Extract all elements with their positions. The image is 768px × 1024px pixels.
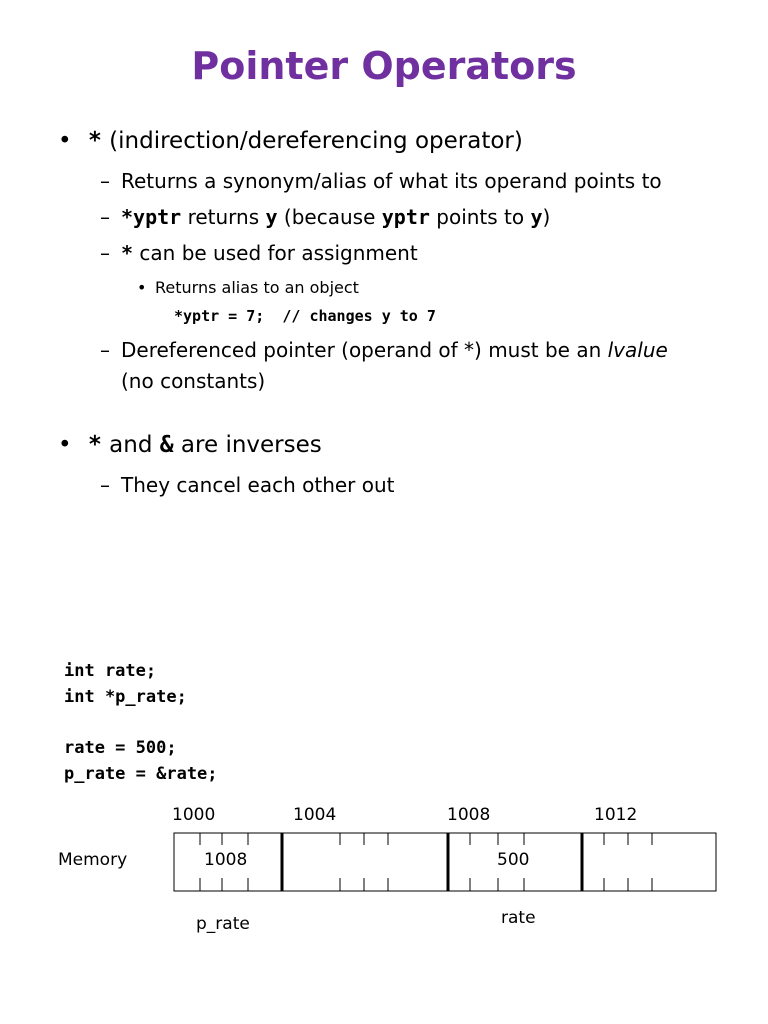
address-label: 1012: [594, 805, 638, 825]
cell-value-rate: 500: [497, 850, 530, 870]
text-fragment: points to: [429, 205, 531, 229]
dash-marker: –: [100, 169, 110, 193]
operator-ampersand: &: [159, 432, 174, 458]
code-example: *yptr = 7; // changes y to 7: [174, 307, 436, 325]
sub-bullet-lvalue-line2: (no constants): [121, 369, 266, 393]
text-fragment: ): [542, 205, 551, 229]
bullet-marker: •: [137, 278, 147, 297]
sub-bullet-synonym: Returns a synonym/alias of what its operand points to: [121, 169, 662, 193]
code-y: y: [265, 205, 278, 229]
code-yptr-deref: *yptr: [121, 205, 182, 229]
text-fragment: returns: [181, 205, 266, 229]
page-title: Pointer Operators: [191, 44, 577, 88]
var-label-rate: rate: [501, 908, 536, 928]
term-lvalue: lvalue: [607, 338, 668, 362]
code-line: p_rate = &rate;: [64, 764, 218, 784]
memory-row-label: Memory: [58, 850, 128, 870]
bullet-marker: •: [58, 128, 72, 154]
dash-marker: –: [100, 241, 110, 265]
text-fragment: are inverses: [173, 432, 322, 458]
sub-sub-bullet-alias: Returns alias to an object: [155, 278, 359, 297]
dash-marker: –: [100, 338, 110, 362]
code-line: int rate;: [64, 661, 157, 681]
operator-star: *: [88, 432, 102, 458]
dash-marker: –: [100, 473, 110, 497]
memory-box: [174, 833, 716, 891]
code-star: *: [121, 241, 134, 265]
cell-value-p-rate: 1008: [204, 850, 248, 870]
var-label-p-rate: p_rate: [196, 914, 250, 934]
code-yptr: yptr: [381, 205, 430, 229]
bullet-text: (indirection/dereferencing operator): [101, 128, 523, 154]
dash-marker: –: [100, 205, 110, 229]
operator-star: *: [88, 128, 102, 154]
text-fragment: Dereferenced pointer (operand of *) must be an: [121, 338, 608, 362]
text-fragment: (because: [277, 205, 382, 229]
text-fragment: can be used for assignment: [133, 241, 418, 265]
text-fragment: and: [101, 432, 160, 458]
bullet-marker: •: [58, 432, 72, 458]
address-label: 1000: [172, 805, 216, 825]
sub-bullet-cancel: They cancel each other out: [121, 473, 395, 497]
code-y: y: [530, 205, 543, 229]
code-line: int *p_rate;: [64, 687, 187, 707]
address-label: 1004: [293, 805, 337, 825]
code-line: rate = 500;: [64, 738, 177, 758]
address-label: 1008: [447, 805, 491, 825]
